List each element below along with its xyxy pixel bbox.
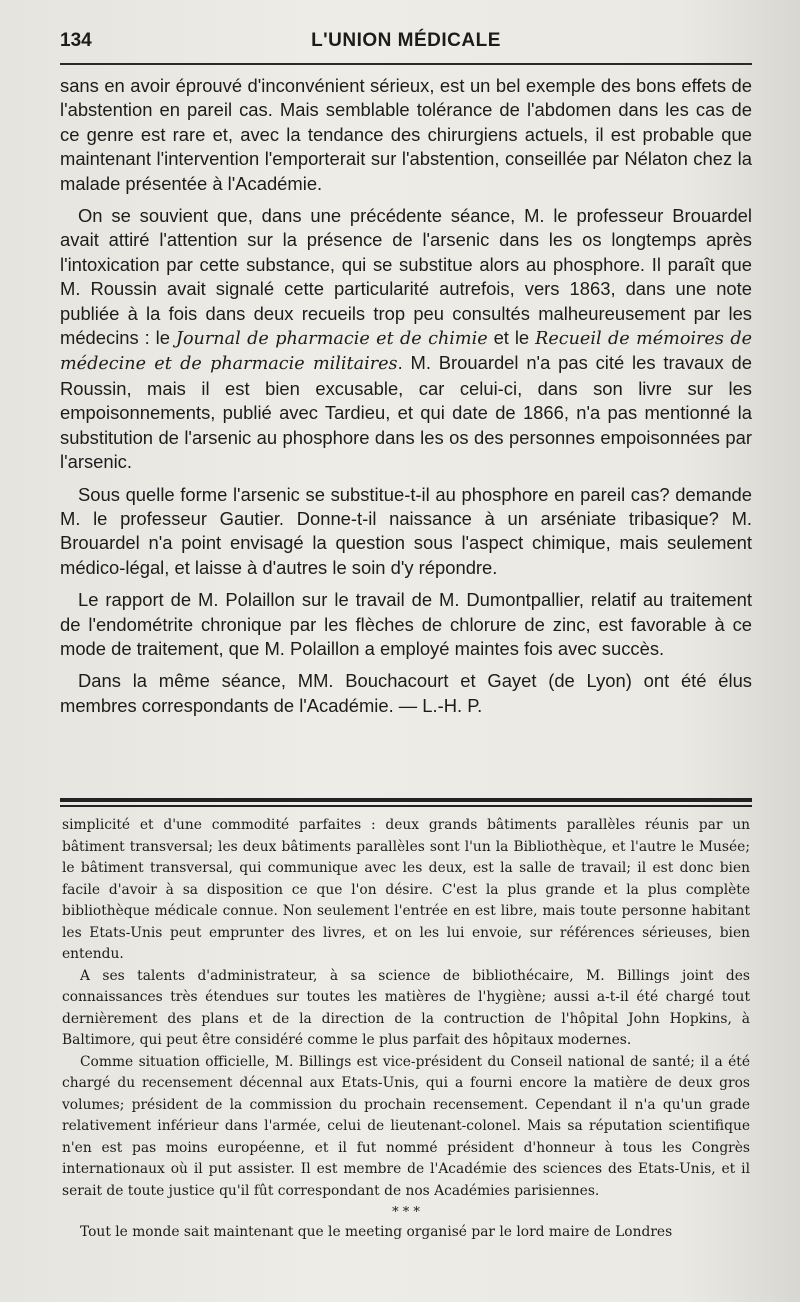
section-divider <box>60 805 752 807</box>
running-title: L'UNION MÉDICALE <box>311 30 501 51</box>
feuilleton-paragraph: Comme situation officielle, M. Billings est vice-président du Conseil national de santé; il a été chargé du recensement décennal aux Etats-Unis, qui a fourni encore la matière de deux gros volumes; président de la commission du prochain recensement. Cependant il n'a qu'un grade relativement inférieur dans l'armée, celui de lieutenant-colonel. Mais sa réputation scientifique n'en est pas moins européenne, et il fut nommé président d'honneur à tous les Congrès internationaux où il put assister. Il est membre de l'Académie des sciences des Etats-Unis, et il serait de toute justice qu'il fût correspondant de nos Académies parisiennes. <box>62 1053 750 1199</box>
page-number: 134 <box>60 30 92 51</box>
article-paragraph: Dans la même séance, MM. Bouchacourt et Gayet (de Lyon) ont été élus membres correspondants de l'Académie. — L.-H. P. <box>60 670 752 716</box>
paragraph-text: . M. Brouardel n'a pas cité les travaux de Roussin, mais il est bien excusable, car celui-ci, dans son livre sur les empoisonnements, publié avec Tardieu, et qui date de 1866, n'a pas mentionné la substitution de l'arsenic au phosphore dans les os des personnes empoisonnées par l'arsenic. <box>60 352 752 473</box>
article-paragraph: Sous quelle forme l'arsenic se substitue-t-il au phosphore en pareil cas? demande M. le professeur Gautier. Donne-t-il naissance à un arséniate tribasique? M. Brouardel n'a point envisagé la question sous l'aspect chimique, mais seulement médico-légal, et laisse à d'autres le soin d'y répondre. <box>60 483 752 578</box>
feuilleton-paragraph: A ses talents d'administrateur, à sa science de bibliothécaire, M. Billings joint des connaissances très étendues sur toutes les matières de l'hygiène; aussi a-t-il été chargé tout dernièrement des plans et de la direction de la contruction de l'hôpital John Hopkins, à Baltimore, qui peut être considéré comme le plus parfait des hôpitaux modernes. <box>62 967 750 1048</box>
feuilleton <box>62 815 750 1244</box>
article-paragraph: sans en avoir éprouvé d'inconvénient sérieux, est un bel exemple des bons effets de l'abstention en pareil cas. Mais semblable tolérance de l'abdomen dans les cas de ce genre est rare et, avec la tendance des chirurgiens actuels, il est probable que maintenant l'intervention l'emporterait sur l'abstention, conseillée par Nélaton chez la malade présentée à l'Académie. <box>60 75 752 194</box>
journal-title: Journal de pharmacie et de chimie <box>175 329 488 350</box>
paragraph-text: On se souvient que, dans une précédente séance, M. le professeur Brouardel avait attiré l'attention sur la présence de l'arsenic dans les os longtemps après l'intoxication par cette substance, qui se substitue alors au phosphore. Il paraît que M. Roussin avait signalé cette particularité autrefois, vers 1863, dans une note publiée à la fois dans deux recueils trop peu consultés malheureusement par les médecins : le <box>60 205 752 349</box>
article-paragraph: Le rapport de M. Polaillon sur le travail de M. Dumontpallier, relatif au traitement de l'endométrite chronique par les flèches de chlorure de zinc, est favorable à ce mode de traitement, que M. Polaillon a employé maintes fois avec succès. <box>60 589 752 659</box>
feuilleton-paragraph: simplicité et d'une commodité parfaites : deux grands bâtiments parallèles réunis par un bâtiment transversal; les deux bâtiments parallèles sont l'un la Bibliothèque, et l'autre le Musée; le bâtiment transversal, qui communique avec les deux, est la salle de travail; il est donc bien facile d'avoir à sa disposition ce que l'on désire. C'est la plus grande et la plus complète bibliothèque médicale connue. Non seulement l'entrée en est libre, mais toute personne habitant les Etats-Unis peut emprunter des livres, et on les lui envoie, sur références sérieuses, bien entendu. <box>62 817 750 962</box>
journal-title: Recueil de mémoires de médecine et de pharmacie militaires <box>60 329 752 375</box>
section-divider <box>60 798 752 802</box>
main-article <box>60 74 752 726</box>
page-header <box>60 28 752 62</box>
paragraph-text: et le <box>487 327 536 349</box>
article-paragraph <box>60 204 752 474</box>
header-rule <box>60 63 752 65</box>
feuilleton-paragraph: Tout le monde sait maintenant que le meeting organisé par le lord maire de Londres <box>80 1224 673 1240</box>
asterism: * * * <box>392 1205 420 1220</box>
